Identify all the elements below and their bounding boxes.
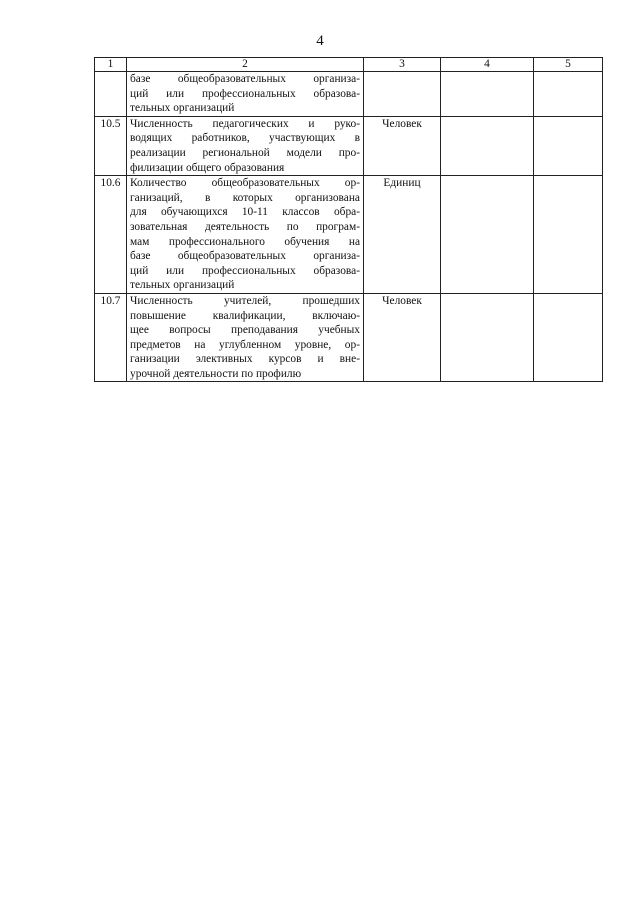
row-description <box>127 116 364 175</box>
row-value-col4 <box>441 116 534 175</box>
row-number: 10.7 <box>95 293 127 382</box>
description-line: водящих работников, участвующих в <box>130 132 360 145</box>
row-description <box>127 72 364 117</box>
description-line: Численность учителей, прошедших <box>130 294 360 307</box>
description-line: филизации общего образования <box>130 161 285 174</box>
table-row <box>95 116 603 175</box>
row-description <box>127 176 364 294</box>
description-line: реализации региональной модели про- <box>130 146 360 159</box>
row-value-col5 <box>534 116 603 175</box>
row-number <box>95 72 127 117</box>
table-row <box>95 176 603 294</box>
row-value-col5 <box>534 176 603 294</box>
description-line: ганизаций, в которых организована <box>130 191 360 204</box>
indicators-table <box>94 57 603 382</box>
row-value-col4 <box>441 72 534 117</box>
row-value-col4 <box>441 176 534 294</box>
description-line: ций или профессиональных образова- <box>130 87 360 100</box>
description-line: щее вопросы преподавания учебных <box>130 324 360 337</box>
description-line: базе общеобразовательных организа- <box>130 73 360 85</box>
description-line: тельных организаций <box>130 279 235 292</box>
row-unit: Человек <box>364 116 441 175</box>
description-line: мам профессионального обучения на <box>130 235 360 248</box>
description-line: ций или профессиональных образова- <box>130 264 360 277</box>
description-line: повышение квалификации, включаю- <box>130 309 360 322</box>
description-line: ганизации элективных курсов и вне- <box>130 353 360 366</box>
row-description <box>127 293 364 382</box>
column-header-2: 2 <box>127 58 364 72</box>
description-line: для обучающихся 10-11 классов обра- <box>130 206 360 219</box>
table-row <box>95 293 603 382</box>
row-value-col5 <box>534 72 603 117</box>
description-line: зовательная деятельность по програм- <box>130 220 360 233</box>
column-header-3: 3 <box>364 58 441 72</box>
column-header-1: 1 <box>95 58 127 72</box>
page-number: 4 <box>316 33 324 49</box>
table-header-row <box>95 58 603 72</box>
column-header-4: 4 <box>441 58 534 72</box>
description-line: урочной деятельности по профилю <box>130 367 302 380</box>
row-number: 10.6 <box>95 176 127 294</box>
description-line: базе общеобразовательных организа- <box>130 250 360 263</box>
row-unit: Человек <box>364 293 441 382</box>
description-line: Количество общеобразовательных ор- <box>130 177 360 190</box>
description-line: тельных организаций <box>130 102 235 115</box>
description-line: предметов на углубленном уровне, ор- <box>130 338 360 351</box>
description-line: Численность педагогических и руко- <box>130 117 360 130</box>
row-value-col5 <box>534 293 603 382</box>
table-row <box>95 72 603 117</box>
row-value-col4 <box>441 293 534 382</box>
column-header-5: 5 <box>534 58 603 72</box>
row-unit <box>364 72 441 117</box>
row-unit: Единиц <box>364 176 441 294</box>
row-number: 10.5 <box>95 116 127 175</box>
